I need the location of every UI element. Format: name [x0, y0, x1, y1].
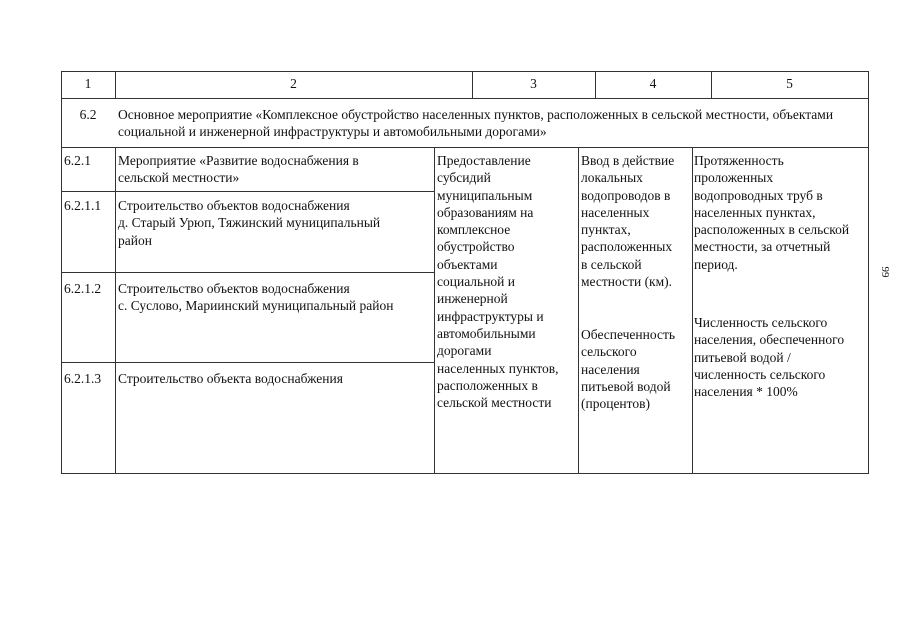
col3-description: Предоставление субсидий муниципальным образованиям на комплексное обустройство объектами социальной и инженерной инфраструктуры и автомобильными дорогами населенных пунктов, расположенных в сельской местности [437, 153, 559, 411]
row-number-6-2-1-1: 6.2.1.1 [64, 198, 102, 213]
section-number: 6.2 [79, 107, 97, 122]
body-col-divider-2 [434, 147, 435, 474]
section-title: Основное мероприятие «Комплексное обустройство населенных пунктов, расположенных в сельской местности, объектами социальной и инженерной инфраструктуры и автомобильными дорогами» [118, 107, 834, 140]
header-col-divider-4 [711, 71, 712, 99]
col4-indicator-2: Обеспеченность сельского населения питьевой водой (процентов) [581, 327, 676, 412]
header-col-divider-2 [472, 71, 473, 99]
header-row-divider [61, 98, 869, 99]
col4-indicator-1: Ввод в действие локальных водопроводов в населенных пунктах, расположенных в сельской местности (км). [581, 153, 675, 290]
table-border-top [61, 71, 869, 72]
row-number-6-2-1-3: 6.2.1.3 [64, 371, 102, 386]
header-col-2: 2 [290, 76, 297, 91]
col5-formula-2: Численность сельского населения, обеспеченного питьевой водой / численность сельского населения * 100% [694, 315, 845, 400]
row-divider-2 [61, 272, 434, 273]
table-border-right [868, 71, 869, 474]
row-name-6-2-1-2: Строительство объектов водоснабжения с. Суслово, Мариинский муниципальный район [118, 281, 394, 314]
body-col-divider-1 [115, 147, 116, 474]
table-border-left [61, 71, 62, 474]
row-number-6-2-1-2: 6.2.1.2 [64, 281, 102, 296]
body-col-divider-4 [692, 147, 693, 474]
section-row-divider [61, 147, 869, 148]
page-number: 99 [879, 266, 891, 278]
row-divider-1 [61, 191, 434, 192]
row-number-6-2-1: 6.2.1 [64, 153, 91, 168]
row-name-6-2-1-1: Строительство объектов водоснабжения д. Старый Урюп, Тяжинский муниципальный район [118, 198, 381, 248]
header-col-1: 1 [84, 76, 92, 91]
table-border-bottom [61, 473, 869, 474]
body-col-divider-3 [578, 147, 579, 474]
header-col-4: 4 [649, 76, 657, 91]
row-divider-3 [61, 362, 434, 363]
header-col-5: 5 [786, 76, 793, 91]
header-col-3: 3 [530, 76, 537, 91]
header-col-divider-1 [115, 71, 116, 99]
header-col-divider-3 [595, 71, 596, 99]
row-name-6-2-1-3: Строительство объекта водоснабжения [118, 371, 343, 386]
row-name-6-2-1: Мероприятие «Развитие водоснабжения в сельской местности» [118, 153, 359, 186]
col5-formula-1: Протяженность проложенных водопроводных труб в населенных пунктах, расположенных в сельской местности, за отчетный период. [694, 153, 850, 272]
